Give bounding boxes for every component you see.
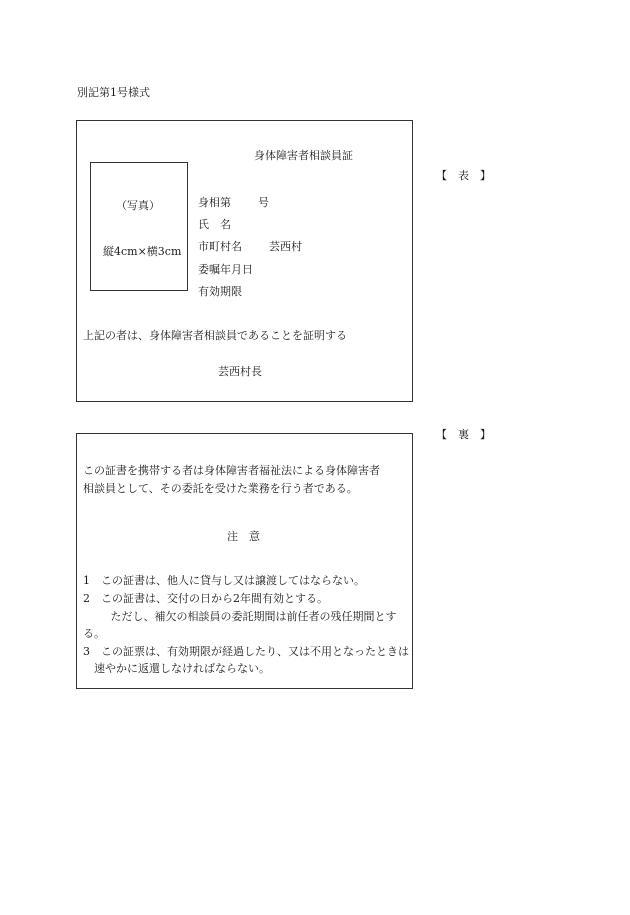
note-1: 1 この証書は、他人に貸与し又は譲渡してはならない。 [83,574,365,587]
form-label: 別記第1号様式 [77,86,150,99]
field-municipality-label: 市町村名 [198,240,242,253]
field-commission-date-label: 委嘱年月日 [198,263,253,276]
field-certificate-number-suffix: 号 [258,196,269,209]
front-side-label: 【 表 】 [436,169,491,182]
field-expiry-label: 有効期限 [198,285,242,298]
certification-text: 上記の者は、身体障害者相談員であることを証明する [83,329,347,342]
photo-placeholder [90,162,188,291]
card-title: 身体障害者相談員証 [254,149,353,162]
photo-label: （写真） [116,199,160,212]
photo-size: 縦4cm×横3cm [103,245,182,258]
back-card [76,433,413,689]
front-card [76,120,413,402]
description-line-2: 相談員として、その委託を受けた業務を行う者である。 [83,482,358,495]
description-line-1: この証書を携帯する者は身体障害者福祉法による身体障害者 [83,464,380,477]
note-2: 2 この証書は、交付の日から2年間有効とする。 [83,592,328,605]
field-municipality-value: 芸西村 [269,240,302,253]
note-3: 3 この証票は、有効期限が経過したり、又は不用となったときは速やかに返還しなければならない。 [83,645,409,675]
field-certificate-number-label: 身相第 [198,196,231,209]
note-2-proviso: ただし、補欠の相談員の委託期間は前任者の残任期間とする。 [83,610,397,640]
back-side-label: 【 裏 】 [436,428,491,441]
issuer: 芸西村長 [218,365,262,378]
notes-title: 注 意 [227,530,260,543]
field-name-label: 氏 名 [198,218,231,231]
